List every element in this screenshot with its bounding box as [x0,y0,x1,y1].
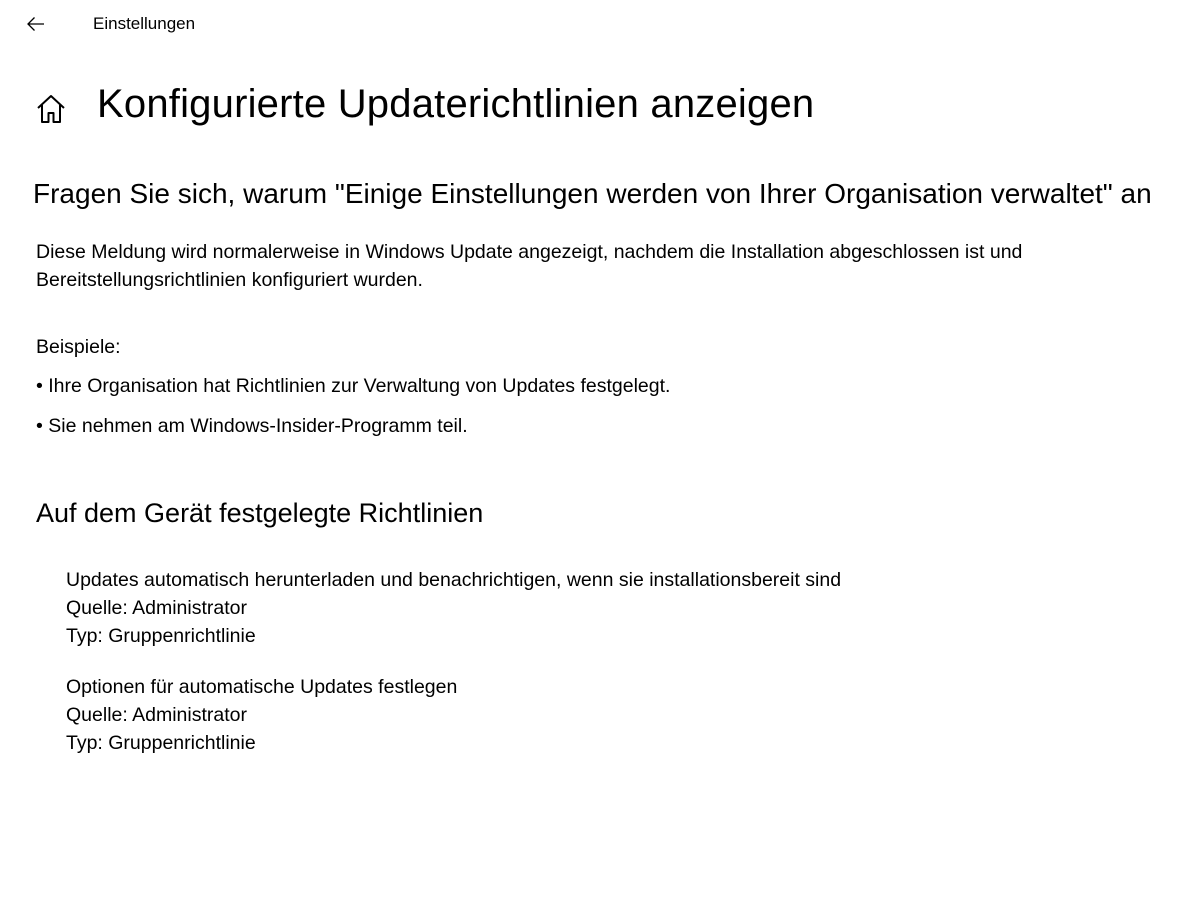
example-item: • Sie nehmen am Windows-Insider-Programm teil. [36,415,468,437]
policy-source: Quelle: Administrator [66,704,247,726]
page-title: Konfigurierte Updaterichtlinien anzeigen [97,82,815,126]
policy-source: Quelle: Administrator [66,597,247,619]
policy-type: Typ: Gruppenrichtlinie [66,625,256,647]
faq-question: Fragen Sie sich, warum "Einige Einstellungen werden von Ihrer Organisation verwaltet" an [33,178,1152,209]
policy-name: Updates automatisch herunterladen und benachrichtigen, wenn sie installationsbereit sind [66,569,842,591]
home-icon [34,92,68,126]
policy-item [66,673,457,757]
policy-type: Typ: Gruppenrichtlinie [66,732,256,754]
description-text: Diese Meldung wird normalerweise in Windows Update angezeigt, nachdem die Installation abgeschlossen ist und Bereitstellungsrichtlinien konfiguriert wurden. [36,241,1023,291]
policies-section-title: Auf dem Gerät festgelegte Richtlinien [36,498,484,528]
policy-name: Optionen für automatische Updates festlegen [66,676,458,698]
arrow-left-icon [26,16,46,32]
policy-item [66,566,841,650]
back-button[interactable] [14,6,58,42]
examples-label: Beispiele: [36,336,121,358]
app-title: Einstellungen [93,14,196,33]
title-bar [0,0,1200,48]
page-header [0,78,1200,138]
example-item: • Ihre Organisation hat Richtlinien zur Verwaltung von Updates festgelegt. [36,375,671,397]
